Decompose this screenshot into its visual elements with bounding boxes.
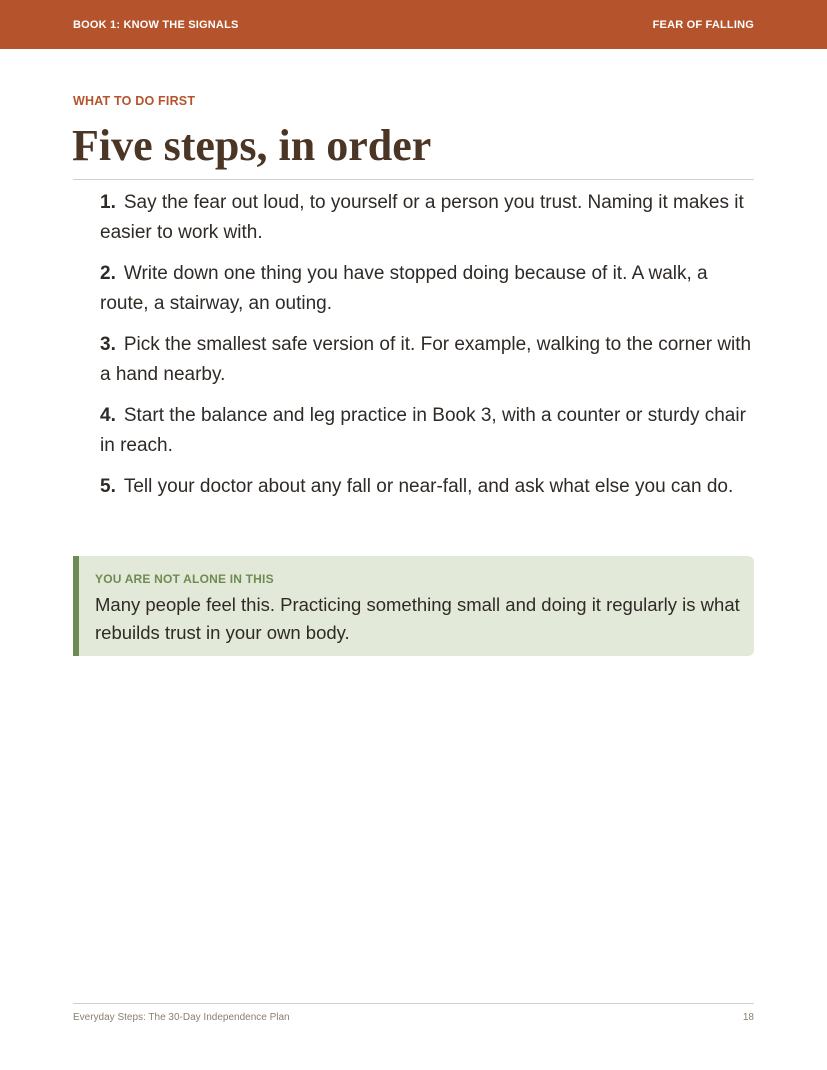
step-number: 3. [100,334,116,355]
footer-book-title: Everyday Steps: The 30-Day Independence Plan [73,1012,290,1023]
book-label: BOOK 1: KNOW THE SIGNALS [73,19,239,31]
callout-label: YOU ARE NOT ALONE IN THIS [95,572,274,586]
step-text: Say the fear out loud, to yourself or a person you trust. Naming it makes it easier to work with. [100,192,744,243]
footer-divider [73,1003,754,1004]
step-number: 4. [100,405,116,426]
steps-list [100,188,760,513]
step-text: Pick the smallest safe version of it. For example, walking to the corner with a hand nearby. [100,334,752,385]
step-number: 2. [100,263,116,284]
step-number: 1. [100,192,116,213]
title-divider [73,179,754,180]
callout-text: Many people feel this. Practicing something small and doing it regularly is what rebuilds trust in your own body. [95,594,740,643]
section-label: FEAR OF FALLING [652,19,754,31]
step-text: Start the balance and leg practice in Book 3, with a counter or sturdy chair in reach. [100,405,746,456]
step-number: 5. [100,476,116,497]
page-title: Five steps, in order [72,121,432,170]
encouragement-callout [73,556,754,656]
section-kicker: WHAT TO DO FIRST [73,94,196,108]
page-number: 18 [742,1012,754,1023]
step-item [100,472,760,502]
step-item [100,259,760,319]
step-text: Tell your doctor about any fall or near-fall, and ask what else you can do. [123,476,734,497]
step-item [100,188,760,248]
step-item [100,330,760,390]
running-header [0,0,827,49]
step-text: Write down one thing you have stopped doing because of it. A walk, a route, a stairway, an outing. [100,263,708,314]
step-item [100,401,760,461]
